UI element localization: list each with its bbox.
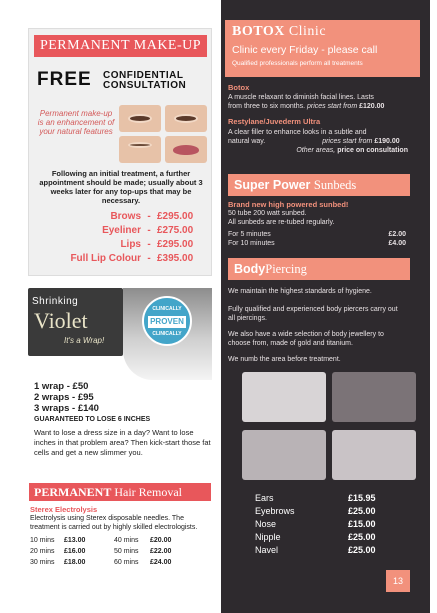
piercing-photos — [238, 372, 418, 480]
body-piercing-header: BodyPiercing — [228, 258, 410, 280]
table-row: 30 mins £18.00 60 mins £24.00 — [30, 559, 172, 566]
permanent-makeup-panel — [28, 28, 212, 276]
confidential-text: CONFIDENTIAL — [103, 70, 184, 81]
sunbed-desc: 50 tube 200 watt sunbed. All sunbeds are re-tubed regularly. — [228, 210, 335, 226]
shrinking-violet-logo — [28, 288, 123, 356]
botox-title: BOTOX Clinic — [232, 24, 327, 39]
sunbed-prices — [228, 230, 406, 248]
price-row: Brows - £295.00 — [110, 211, 194, 222]
hair-removal-prices — [30, 535, 212, 568]
piercing-price-row: Nipple £25.00 — [255, 532, 376, 542]
eye-photo — [165, 105, 207, 132]
table-row: 20 mins £16.00 50 mins £22.00 — [30, 548, 172, 555]
piercing-para3: We also have a wide selection of body jewellery to choose from, made of gold and titanium. — [228, 331, 384, 347]
sunbed-price-row: For 10 minutes £4.00 — [228, 240, 406, 247]
guarantee-text: GUARANTEED TO LOSE 6 INCHES — [34, 416, 151, 423]
proven-badge: CLINICALLY PROVEN CLINICALLY — [142, 296, 192, 346]
restylane-heading: Restylane/Juvederm Ultra — [228, 117, 321, 126]
hair-removal-title: PERMANENT Hair Removal — [29, 483, 211, 501]
piercing-price-row: Eyebrows £25.00 — [255, 506, 376, 516]
permanent-makeup-title: PERMANENT MAKE-UP — [34, 35, 207, 57]
piercing-para1: We maintain the highest standards of hygiene. — [228, 288, 372, 295]
price-row: Lips - £295.00 — [120, 239, 194, 250]
right-edge — [430, 0, 437, 613]
price-row: Eyeliner - £275.00 — [102, 225, 194, 236]
piercing-photo — [332, 430, 416, 480]
free-label: FREE — [37, 69, 92, 90]
piercing-price-row: Ears £15.95 — [255, 493, 376, 503]
wrap-price: 1 wrap - £50 — [34, 381, 89, 392]
follow-up-text: Following an initial treatment, a further appointment should be made; usually about 3 weeks later for any top-ups that may be necessary. — [39, 169, 203, 205]
sunbed-heading: Brand new high powered sunbed! — [228, 200, 349, 209]
botox-heading: Botox — [228, 83, 250, 92]
consultation-text: CONSULTATION — [103, 80, 187, 91]
pmu-price-list — [37, 210, 207, 266]
sunbed-price-row: For 5 minutes £2.00 — [228, 231, 406, 238]
electrolysis-description: Electrolysis using Sterex disposable needles. The treatment is carried out by highly skilled electrologists. — [30, 515, 198, 531]
electrolysis-heading: Sterex Electrolysis — [30, 505, 98, 514]
logo-line3: It's a Wrap! — [64, 336, 105, 345]
qualified-professionals: Qualified professionals perform all treatments — [232, 60, 363, 67]
piercing-photo — [242, 430, 326, 480]
wrap-description: Want to lose a dress size in a day? Want to lose inches in that problem area? Then kick-start those fat cells and get a new slimmer you. — [34, 428, 211, 457]
piercing-para2: Fully qualified and experienced body piercers carry out all piercings. — [228, 306, 398, 322]
pmu-tagline: Permanent make-up is an enhancement of your natural features — [37, 109, 115, 136]
wrap-price: 2 wraps - £95 — [34, 392, 94, 403]
piercing-price-row: Navel £25.00 — [255, 545, 376, 555]
piercing-para4: We numb the area before treatment. — [228, 356, 341, 363]
botox-header — [225, 20, 420, 77]
wrap-price: 3 wraps - £140 — [34, 403, 99, 414]
brow-photo — [119, 136, 161, 163]
eye-photo — [119, 105, 161, 132]
consultation-label — [103, 71, 186, 91]
piercing-photo — [242, 372, 326, 422]
botox-desc: A muscle relaxant to diminish facial lines. Lasts from three to six months. prices start from £120.00 — [228, 94, 385, 110]
wrap-prices — [34, 381, 99, 414]
shrinking-violet-panel — [28, 288, 212, 473]
sunbeds-header: Super Power Sunbeds — [228, 174, 410, 196]
price-row: Full Lip Colour - £395.00 — [70, 253, 194, 264]
piercing-photo — [332, 372, 416, 422]
makeup-photos — [119, 105, 207, 163]
piercing-price-row: Nose £15.00 — [255, 519, 376, 529]
restylane-desc: A clear filler to enhance looks in a subtle and natural way. prices start from £190.00 Other areas, price on consultation — [228, 129, 408, 154]
logo-line1: Shrinking — [32, 296, 79, 307]
clinic-every-friday: Clinic every Friday - please call — [232, 44, 378, 56]
piercing-price-list — [255, 492, 405, 557]
lip-photo — [165, 136, 207, 163]
table-row: 10 mins £13.00 40 mins £20.00 — [30, 537, 172, 544]
page-number: 13 — [386, 570, 410, 592]
logo-line2: Violet — [34, 308, 88, 333]
